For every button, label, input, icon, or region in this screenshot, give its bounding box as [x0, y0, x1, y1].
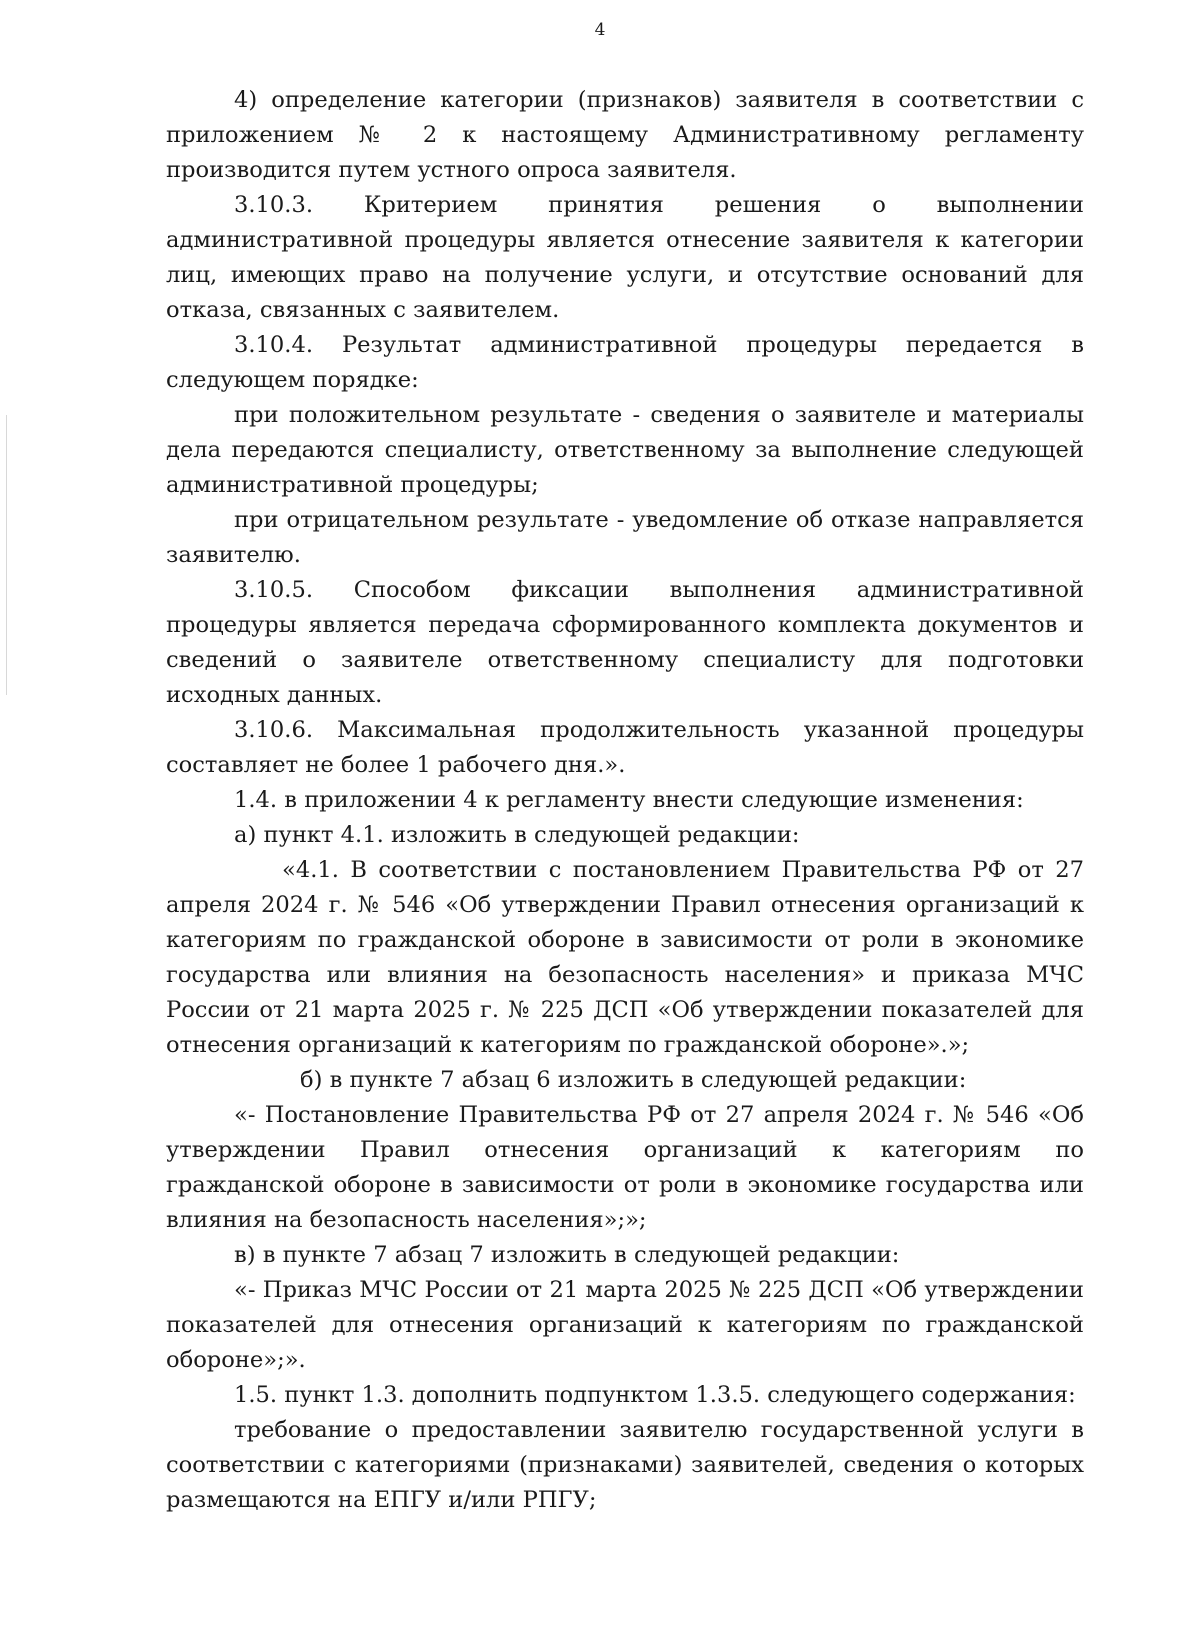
paragraph-1-4-appendix-changes: 1.4. в приложении 4 к регламенту внести следующие изменения: [234, 787, 1024, 813]
paragraph-3-10-3-criterion: 3.10.3. Критерием принятия решения о выполнении административной процедуры является отнесение заявителя к категории лиц, имеющих право на получение услуги, и отсутствие оснований для отказа, связанных с заявителем. [166, 192, 1084, 323]
paragraph-a-point-4-1: а) пункт 4.1. изложить в следующей редакции: [234, 822, 800, 848]
scan-edge-line [6, 415, 7, 695]
paragraph-negative-result: при отрицательном результате - уведомление об отказе направляется заявителю. [166, 507, 1084, 568]
paragraph-3-10-5-fixation: 3.10.5. Способом фиксации выполнения административной процедуры является передача сформированного комплекта документов и сведений о заявителе ответственному специалисту для подготовки исходных данных. [166, 577, 1084, 708]
paragraph-v-point-7-para-7: в) в пункте 7 абзац 7 изложить в следующей редакции: [234, 1242, 900, 1268]
paragraph-b-point-7-para-6: б) в пункте 7 абзац 6 изложить в следующей редакции: [300, 1067, 967, 1093]
paragraph-1-5-subpoint: 1.5. пункт 1.3. дополнить подпунктом 1.3.5. следующего содержания: [234, 1382, 1076, 1408]
paragraph-3-10-6-duration: 3.10.6. Максимальная продолжительность указанной процедуры составляет не более 1 рабочего дня.». [166, 717, 1084, 778]
paragraph-service-requirement: требование о предоставлении заявителю государственной услуги в соответствии с категориями (признаками) заявителей, сведения о которых размещаются на ЕПГУ и/или РПГУ; [166, 1417, 1084, 1513]
paragraph-3-10-4-result: 3.10.4. Результат административной процедуры передается в следующем порядке: [166, 332, 1084, 393]
paragraph-4-1-new-wording: «4.1. В соответствии с постановлением Правительства РФ от 27 апреля 2024 г. № 546 «Об утверждении Правил отнесения организаций к категориям по гражданской обороне в зависимости от роли в экономике государства или влияния на безопасность населения» и приказа МЧС России от 21 марта 2025 г. № 225 ДСП «Об утверждении показателей для отнесения организаций к категориям по гражданской обороне».»; [166, 857, 1084, 1058]
paragraph-positive-result: при положительном результате - сведения о заявителе и материалы дела передаются специалисту, ответственному за выполнение следующей административной процедуры; [166, 402, 1084, 498]
paragraph-government-decree: «- Постановление Правительства РФ от 27 апреля 2024 г. № 546 «Об утверждении Правил отнесения организаций к категориям по гражданской обороне в зависимости от роли в экономике государства или влияния на безопасность населения»;»; [166, 1102, 1084, 1233]
page-number: 4 [594, 20, 606, 40]
paragraph-4-category-determination: 4) определение категории (признаков) заявителя в соответствии с приложением № 2 к настоящему Административному регламенту производится путем устного опроса заявителя. [166, 87, 1084, 183]
document-body [166, 83, 1084, 1518]
paragraph-emercom-order: «- Приказ МЧС России от 21 марта 2025 № 225 ДСП «Об утверждении показателей для отнесения организаций к категориям по гражданской обороне»;». [166, 1277, 1084, 1373]
